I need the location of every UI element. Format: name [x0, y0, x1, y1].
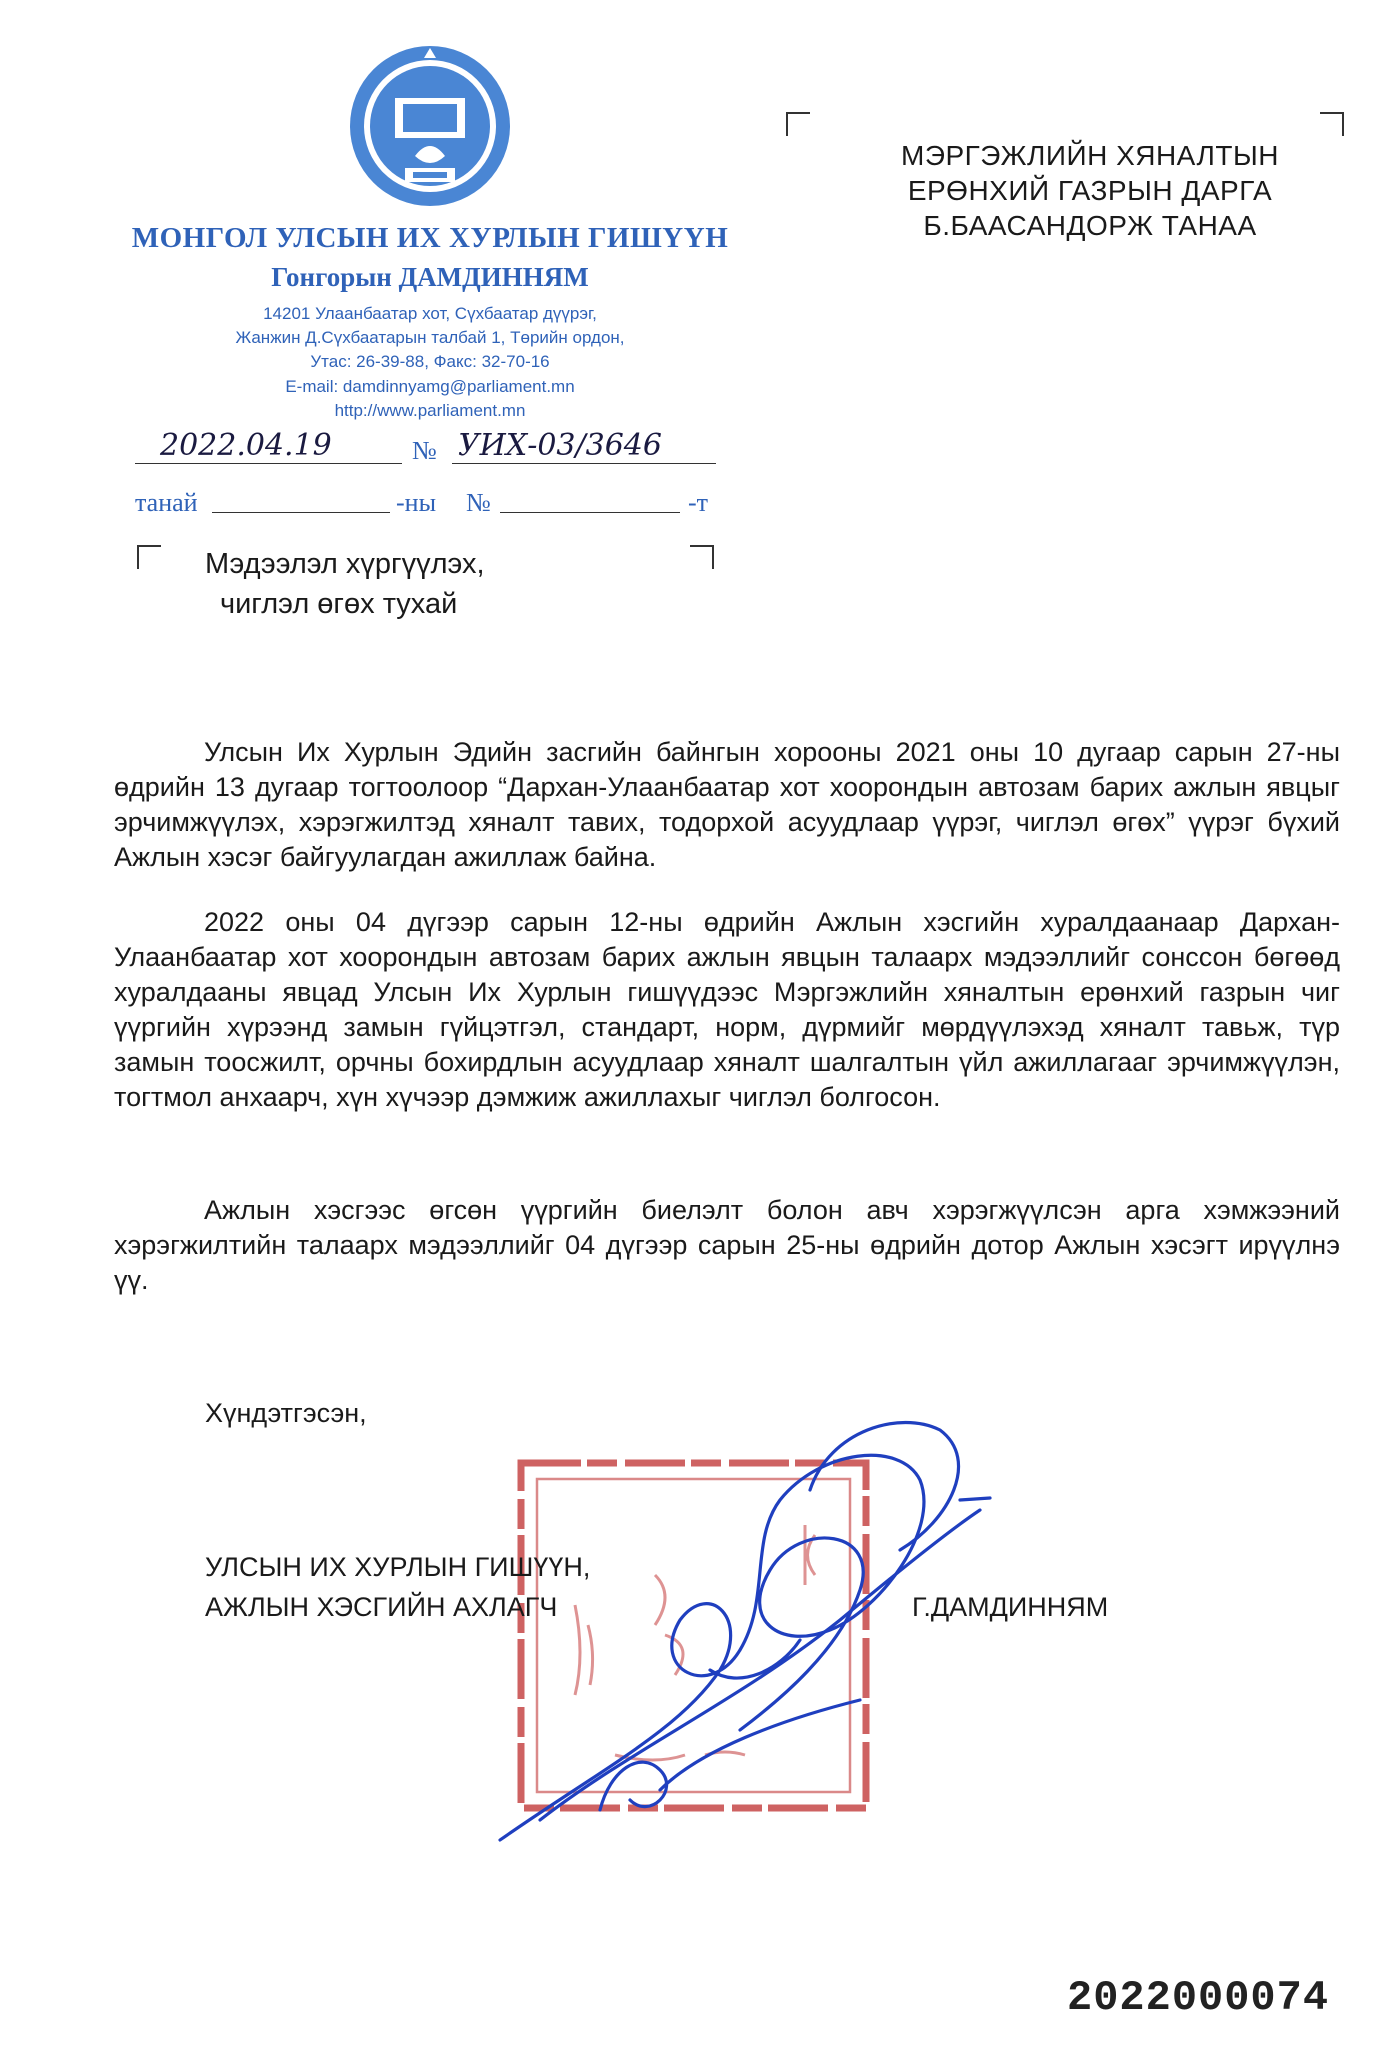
- recipient-corner-left: [786, 112, 810, 136]
- body-paragraph: 2022 оны 04 дүгээр сарын 12-ны өдрийн Ажлын хэсгийн хуралдаанаар Дархан-Улаанбаатар хот хоорондын автозам барих ажлын явцын талаарх мэдээллийг сонссон бөгөөд хуралдааны явцад Улсын Их Хурлын гишүүдээс Мэргэжлийн хяналтын ерөнхий газрын чиг үүргийн хүрээнд замын гүйцэтгэл, стандарт, норм, дүрмийг мөрдүүлэхэд хяналт тавьж, түр замын тоосжилт, орчны бохирдлын асуудлаар хяналт шалгалтын үйл ажиллагааг эрчимжүүлэн, тогтмол анхаарч, хүн хүчээр дэмжиж ажиллахыг чиглэл болгосон.: [114, 907, 1340, 1112]
- subject-line: Мэдээлэл хүргүүлэх,: [205, 548, 485, 580]
- closing-greeting: Хүндэтгэсэн,: [205, 1398, 367, 1428]
- address-line: 14201 Улаанбаатар хот, Сүхбаатар дүүрэг,: [263, 304, 597, 323]
- handwritten-signature-icon: [480, 1370, 1020, 1860]
- number-underline: [452, 463, 716, 464]
- recipient-line: МЭРГЭЖЛИЙН ХЯНАЛТЫН: [901, 140, 1279, 171]
- body-paragraph: Ажлын хэсгээс өгсөн үүргийн биелэлт болон авч хэрэгжүүлсэн арга хэмжээний хэрэгжилтийн талаарх мэдээллийг 04 дүгээр сарын 25-ны өдрийн дотор Ажлын хэсэгт ирүүлнэ үү.: [114, 1195, 1340, 1295]
- subject-line: чиглэл өгөх тухай: [220, 588, 458, 620]
- letter-number: УИХ-03/3646: [458, 428, 662, 463]
- subject-corner-left: [137, 545, 161, 569]
- number-symbol: №: [412, 436, 437, 465]
- body-paragraph: Улсын Их Хурлын Эдийн засгийн байнгын хорооны 2021 оны 10 дугаар сарын 27-ны өдрийн 13 дугаар тогтоолоор “Дархан-Улаанбаатар хот хоорондын автозам барих ажлын явцыг эрчимжүүлэх, хэрэгжилтэд хяналт тавих, тодорхой асуудлаар үүрэг, чиглэл өгөх” үүрэг бүхий Ажлын хэсэг байгуулагдан ажиллаж байна.: [114, 737, 1340, 872]
- signer-title-line: УЛСЫН ИХ ХУРЛЫН ГИШҮҮН,: [205, 1552, 591, 1582]
- letterhead-org-name: МОНГОЛ УЛСЫН ИХ ХУРЛЫН ГИШҮҮН: [131, 222, 729, 254]
- yours-label: танай: [135, 488, 198, 517]
- date-underline: [135, 463, 402, 464]
- yours-number-symbol: №: [466, 488, 491, 517]
- signer-name: Г.ДАМДИННЯМ: [912, 1592, 1109, 1622]
- signer-title-line: АЖЛЫН ХЭСГИЙН АХЛАГЧ: [205, 1592, 558, 1622]
- document-number: 2022000074: [1067, 1974, 1330, 2022]
- yours-number-underline: [500, 512, 680, 513]
- subject-corner-right: [690, 545, 714, 569]
- recipient-line: Б.БААСАНДОРЖ ТАНАА: [923, 210, 1257, 241]
- letter-date: 2022.04.19: [160, 428, 332, 463]
- address-line: http://www.parliament.mn: [334, 401, 526, 420]
- recipient-line: ЕРӨНХИЙ ГАЗРЫН ДАРГА: [907, 175, 1273, 206]
- address-line: Жанжин Д.Сүхбаатарын талбай 1, Төрийн ордон,: [235, 328, 625, 347]
- recipient-corner-right: [1320, 112, 1344, 136]
- yours-suffix: -ны: [396, 488, 437, 517]
- yours-date-underline: [212, 512, 390, 513]
- state-emblem-icon: [345, 38, 515, 218]
- yours-end: -т: [688, 488, 709, 517]
- letterhead-person-name: Гонгорын ДАМДИННЯМ: [271, 262, 589, 292]
- address-line: E-mail: damdinnyamg@parliament.mn: [285, 377, 575, 396]
- address-line: Утас: 26-39-88, Факс: 32-70-16: [310, 352, 550, 371]
